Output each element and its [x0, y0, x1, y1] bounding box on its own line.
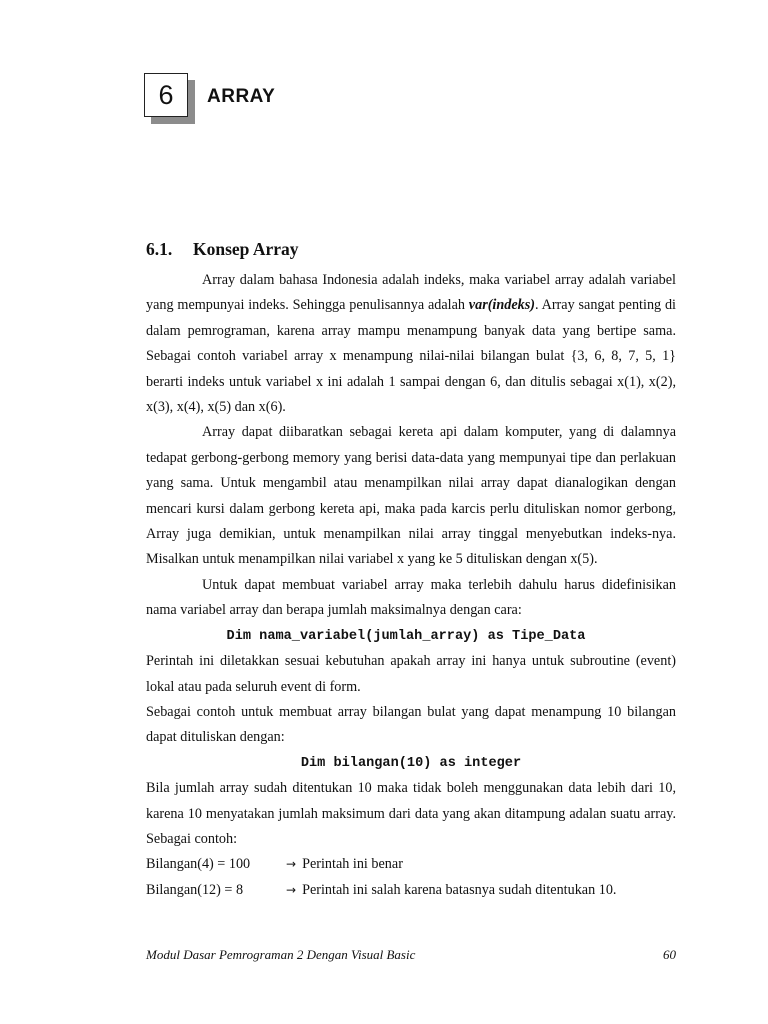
paragraph-5: Sebagai contoh untuk membuat array bilangan bulat yang dapat menampung 10 bilangan dapat dituliskan dengan: [146, 703, 676, 746]
arrow-right-icon: → [286, 857, 297, 872]
chapter-title: ARRAY [207, 86, 276, 107]
paragraph-1-text-a: Array dalam bahasa Indonesia adalah indeks, maka variabel array adalah variabel yang mempunyai indeks. Sehingga penulisannya adalah [146, 272, 676, 314]
example-note: Perintah ini salah karena batasnya sudah ditentukan 10. [302, 881, 617, 898]
code-example-declaration: Dim bilangan(10) as integer [300, 755, 522, 771]
footer-book-title: Modul Dasar Pemrograman 2 Dengan Visual Basic [146, 947, 416, 962]
paragraph-2: Array dapat diibaratkan sebagai kereta api dalam komputer, yang di dalamnya tedapat gerbong-gerbong memory yang berisi data-data yang mempunyai tipe dan perlakuan yang sama. Untuk mengambil atau menampilkan nilai array dapat dianalogikan dengan mencari kursi dalam gerbong kereta api, maka pada karcis perlu dituliskan nomor gerbong, Array juga demikian, untuk menampilkan nilai array tinggal menyebutkan indeks-nya. Misalkan untuk menampilkan nilai variabel x yang ke 5 dituliskan dengan x(5). [146, 424, 676, 568]
example-code: Bilangan(4) = 100 [146, 856, 251, 873]
paragraph-4: Perintah ini diletakkan sesuai kebutuhan apakah array ini hanya untuk subroutine (event) lokal atau pada seluruh event di form. [146, 653, 676, 695]
paragraph-1-text-b: . Array sangat penting di dalam pemrograman, karena array mampu menampung banyak data yang bertipe sama. Sebagai contoh variabel array x menampung nilai-nilai bilangan bulat {3, 6, 8, 7, 5, 1} berarti indeks untuk variabel x ini adalah 1 sampai dengan 6, dan ditulis sebagai x(1), x(2), x(3), x(4), x(5) dan x(6). [146, 297, 676, 416]
chapter-number-box [144, 73, 190, 119]
main-content [146, 236, 676, 903]
code-syntax-declaration: Dim nama_variabel(jumlah_array) as Tipe_Data [226, 628, 586, 644]
paragraph-6: Bila jumlah array sudah ditentukan 10 maka tidak boleh menggunakan data lebih dari 10, karena 10 menyatakan jumlah maksimum dari data yang akan ditampung adalan suatu array. Sebagai contoh: [146, 780, 676, 847]
example-code: Bilangan(12) = 8 [146, 881, 244, 898]
page-number: 60 [663, 947, 676, 962]
chapter-number: 6 [144, 73, 188, 117]
section-title: Konsep Array [193, 239, 299, 259]
paragraph-3: Untuk dapat membuat variabel array maka terlebih dahulu harus didefinisikan nama variabel array dan berapa jumlah maksimalnya dengan cara: [146, 576, 676, 619]
example-note: Perintah ini benar [302, 856, 403, 873]
section-heading [146, 236, 676, 262]
page-footer [146, 947, 676, 963]
arrow-right-icon: → [286, 882, 297, 897]
section-number: 6.1. [146, 239, 173, 259]
example-row [146, 852, 676, 877]
paragraph-1 [146, 268, 676, 420]
paragraph-1-emphasis: var(indeks) [468, 297, 535, 314]
example-row [146, 878, 676, 903]
